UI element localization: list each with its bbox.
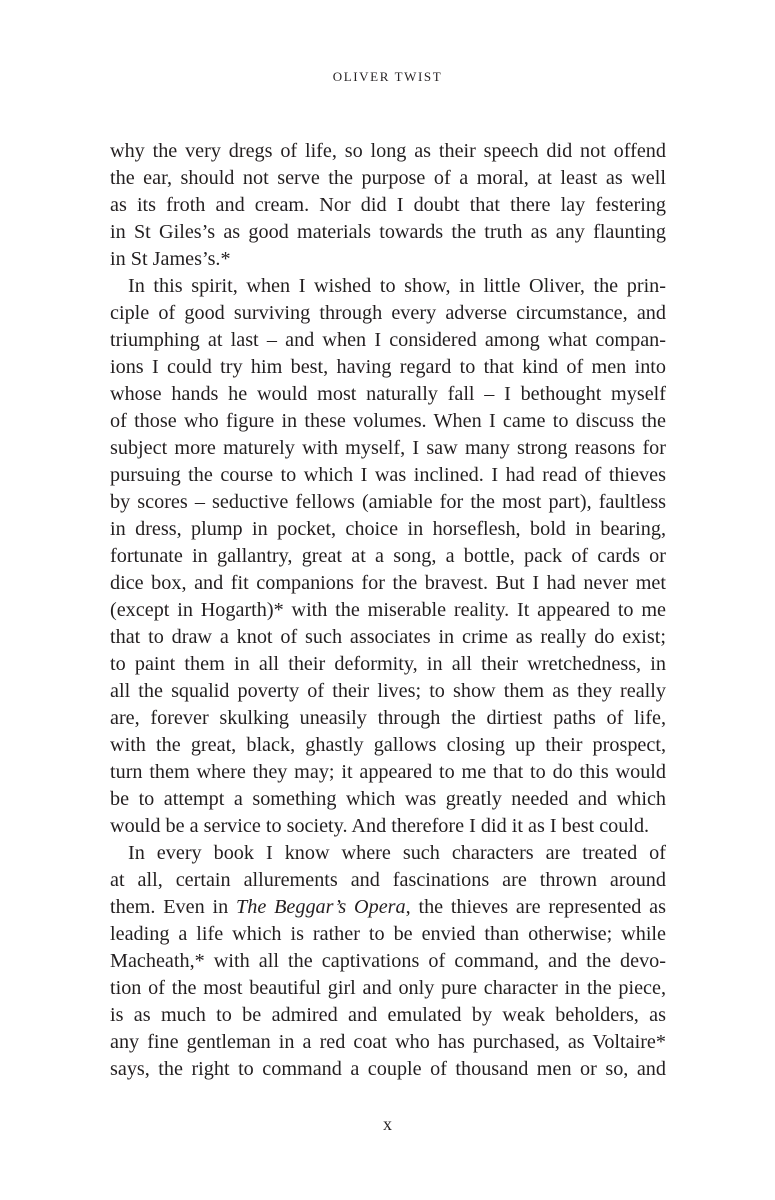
text-line: leading a life which is rather to be envied than otherwise; while	[110, 923, 666, 945]
text-line: in dress, plump in pocket, choice in horseflesh, bold in bearing,	[110, 518, 666, 540]
text-line: in St James’s.*	[110, 248, 231, 270]
text-line: triumphing at last – and when I considered among what compan-	[110, 329, 666, 351]
text-line: to paint them in all their deformity, in all their wretchedness, in	[110, 653, 666, 675]
text-line: would be a service to society. And therefore I did it as I best could.	[110, 815, 650, 837]
running-head: OLIVER TWIST	[332, 69, 443, 84]
text-line: as its froth and cream. Nor did I doubt that there lay festering	[110, 194, 666, 216]
text-line: whose hands he would most naturally fall – I bethought myself	[110, 383, 666, 405]
text-line: why the very dregs of life, so long as their speech did not offend	[110, 140, 666, 162]
text-line: by scores – seductive fellows (amiable for the most part), faultless	[110, 491, 666, 513]
body-text	[110, 138, 666, 1083]
text-line	[110, 894, 666, 921]
page-number: x	[383, 1114, 392, 1134]
text-line: In this spirit, when I wished to show, in little Oliver, the prin-	[128, 275, 666, 297]
text-line: turn them where they may; it appeared to me that to do this would	[110, 761, 666, 783]
text-line: are, forever skulking uneasily through the dirtiest paths of life,	[110, 707, 666, 729]
text-line: pursuing the course to which I was inclined. I had read of thieves	[110, 464, 666, 486]
text-run: , the thieves are represented as	[405, 896, 666, 918]
text-line: the ear, should not serve the purpose of a moral, at least as well	[110, 167, 666, 189]
text-line: with the great, black, ghastly gallows closing up their prospect,	[110, 734, 666, 756]
text-run: them. Even in	[110, 896, 236, 918]
text-line: subject more maturely with myself, I saw many strong reasons for	[110, 437, 666, 459]
text-line: tion of the most beautiful girl and only pure character in the piece,	[110, 977, 666, 999]
text-line: says, the right to command a couple of thousand men or so, and	[110, 1058, 666, 1080]
text-line: fortunate in gallantry, great at a song, a bottle, pack of cards or	[110, 545, 666, 567]
text-line: ions I could try him best, having regard to that kind of men into	[110, 356, 666, 378]
text-line: is as much to be admired and emulated by weak beholders, as	[110, 1004, 666, 1026]
text-line: In every book I know where such characters are treated of	[128, 842, 666, 864]
text-line: at all, certain allurements and fascinations are thrown around	[110, 869, 666, 891]
text-line: all the squalid poverty of their lives; to show them as they really	[110, 680, 666, 702]
text-line: (except in Hogarth)* with the miserable reality. It appeared to me	[110, 599, 666, 621]
italic-title: The Beggar’s Opera	[236, 896, 406, 918]
text-line: dice box, and fit companions for the bravest. But I had never met	[110, 572, 666, 594]
text-line: ciple of good surviving through every adverse circumstance, and	[110, 302, 666, 324]
text-line: that to draw a knot of such associates in crime as really do exist;	[110, 626, 666, 648]
text-line: Macheath,* with all the captivations of command, and the devo-	[110, 950, 666, 972]
text-line: of those who figure in these volumes. When I came to discuss the	[110, 410, 666, 432]
text-line: any fine gentleman in a red coat who has purchased, as Voltaire*	[110, 1031, 666, 1053]
text-line: be to attempt a something which was greatly needed and which	[110, 788, 666, 810]
text-line: in St Giles’s as good materials towards the truth as any flaunting	[110, 221, 666, 243]
